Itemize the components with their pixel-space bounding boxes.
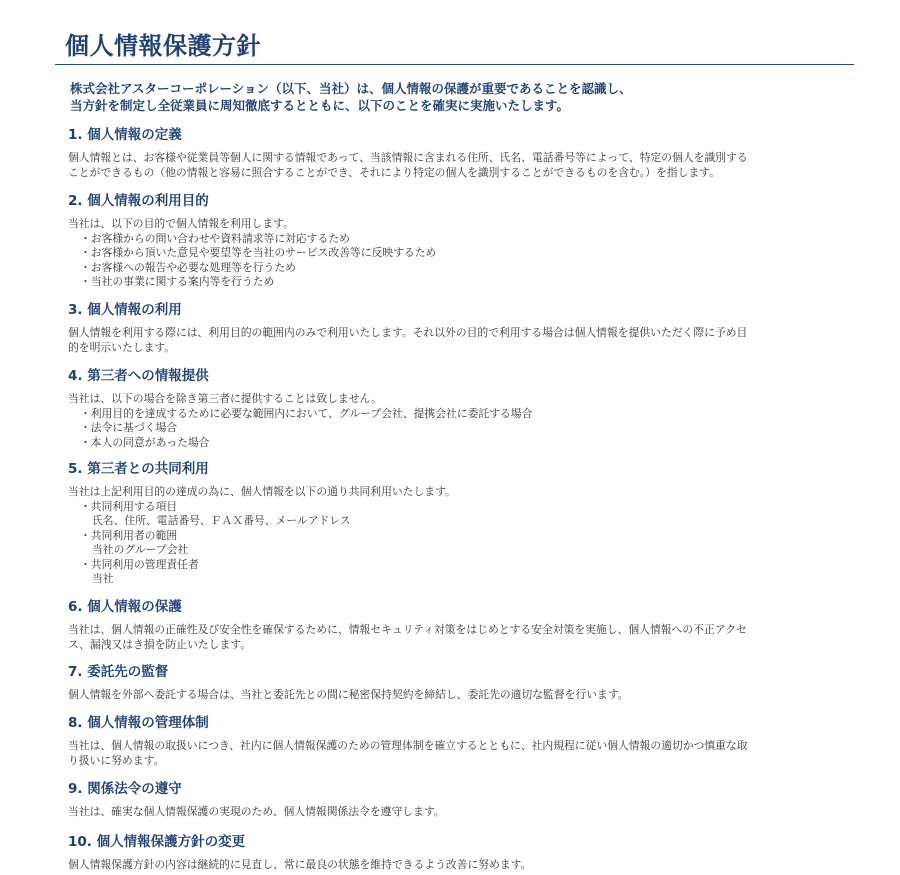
list-item: ・法令に基づく場合	[80, 421, 178, 434]
list-item-detail: 当社	[92, 572, 114, 585]
section-joint-use	[68, 460, 838, 587]
list-item: ・共同利用の管理責任者	[80, 557, 199, 571]
list-item-detail: 氏名、住所、電話番号、ＦＡＸ番号、メールアドレス	[92, 514, 351, 527]
section-heading: 6. 個人情報の保護	[68, 599, 182, 615]
intro-statement	[70, 80, 850, 114]
body-line: 当社は上記利用目的の達成の為に、個人情報を以下の通り共同利用いたします。	[68, 485, 456, 498]
section-usage	[68, 301, 838, 355]
body-line: り扱いに努めます。	[68, 753, 165, 767]
section-heading: 8. 個人情報の管理体制	[68, 715, 209, 731]
section-heading: 7. 委託先の監督	[68, 664, 169, 680]
section-contractor-supervision	[68, 663, 838, 703]
intro-line: 株式会社アスターコーポレーション（以下、当社）は、個人情報の保護が重要であることを認識し、	[70, 81, 632, 96]
section-heading: 2. 個人情報の利用目的	[68, 193, 209, 209]
section-body	[68, 217, 838, 290]
body-line: ことができるもの（他の情報と容易に照合することができ、それにより特定の個人を識別することができるものを含む。）を指します。	[68, 165, 720, 179]
body-line: 当社は、確実な個人情報保護の実現のため、個人情報関係法令を遵守します。	[68, 805, 445, 818]
section-body	[68, 392, 838, 450]
section-legal-compliance	[68, 780, 838, 820]
section-heading: 9. 関係法令の遵守	[68, 781, 182, 797]
section-body	[68, 858, 838, 873]
section-heading: 10. 個人情報保護方針の変更	[68, 834, 246, 850]
section-definition	[68, 126, 838, 180]
list-item: ・お客様への報告や必要な処理等を行うため	[80, 260, 296, 274]
intro-line: 当方針を制定し全従業員に周知徹底するとともに、以下のことを確実に実施いたします。	[70, 98, 570, 113]
list-item: ・お客様からの問い合わせや資料請求等に対応するため	[80, 231, 350, 245]
section-body	[68, 805, 838, 820]
list-item: ・利用目的を達成するために必要な範囲内において、グループ会社、提携会社に委託する場合	[80, 406, 533, 420]
page-title: 個人情報保護方針	[65, 31, 261, 60]
body-line: 個人情報を外部へ委託する場合は、当社と委託先との間に秘密保持契約を締結し、委託先の適切な監督を行います。	[68, 688, 629, 701]
section-purpose	[68, 192, 838, 290]
section-body	[68, 326, 838, 355]
section-protection	[68, 598, 838, 652]
section-body	[68, 739, 838, 768]
title-divider	[55, 64, 854, 65]
body-line: 当社は、以下の目的で個人情報を利用します。	[68, 217, 294, 230]
section-body	[68, 623, 838, 652]
body-line: ス、漏洩又はき損を防止いたします。	[68, 637, 252, 651]
body-line: 当社は、個人情報の取扱いにつき、社内に個人情報保護のための管理体制を確立するとともに、社内規程に従い個人情報の適切かつ慎重な取	[68, 739, 748, 752]
section-policy-changes	[68, 833, 838, 873]
body-line: 個人情報とは、お客様や従業員等個人に関する情報であって、当該情報に含まれる住所、氏名、電話番号等によって、特定の個人を識別する	[68, 151, 748, 164]
section-body	[68, 688, 838, 703]
list-item: ・本人の同意があった場合	[80, 435, 210, 449]
section-third-party-provision	[68, 367, 838, 450]
section-body	[68, 151, 838, 180]
list-item: ・当社の事業に関する案内等を行うため	[80, 275, 275, 288]
body-line: 個人情報を利用する際には、利用目的の範囲内のみで利用いたします。それ以外の目的で利用する場合は個人情報を提供いただく際に予め目	[68, 326, 748, 339]
body-line: 的を明示いたします。	[68, 340, 176, 354]
section-heading: 1. 個人情報の定義	[68, 127, 182, 143]
body-line: 当社は、個人情報の正確性及び安全性を確保するために、情報セキュリティ対策をはじめとする安全対策を実施し、個人情報への不正アクセ	[68, 623, 747, 636]
section-heading: 5. 第三者との共同利用	[68, 461, 209, 477]
section-body	[68, 485, 838, 587]
section-heading: 3. 個人情報の利用	[68, 302, 182, 318]
list-item: ・お客様から頂いた意見や要望等を当社のサービス改善等に反映するため	[80, 246, 437, 259]
list-item: ・共同利用者の範囲	[80, 528, 178, 542]
body-line: 個人情報保護方針の内容は継続的に見直し、常に最良の状態を維持できるよう改善に努めます。	[68, 858, 532, 871]
body-line: 当社は、以下の場合を除き第三者に提供することは致しません。	[68, 392, 382, 405]
list-item: ・共同利用する項目	[80, 499, 178, 513]
section-management-system	[68, 714, 838, 768]
list-item-detail: 当社のグループ会社	[92, 543, 189, 556]
section-heading: 4. 第三者への情報提供	[68, 368, 209, 384]
